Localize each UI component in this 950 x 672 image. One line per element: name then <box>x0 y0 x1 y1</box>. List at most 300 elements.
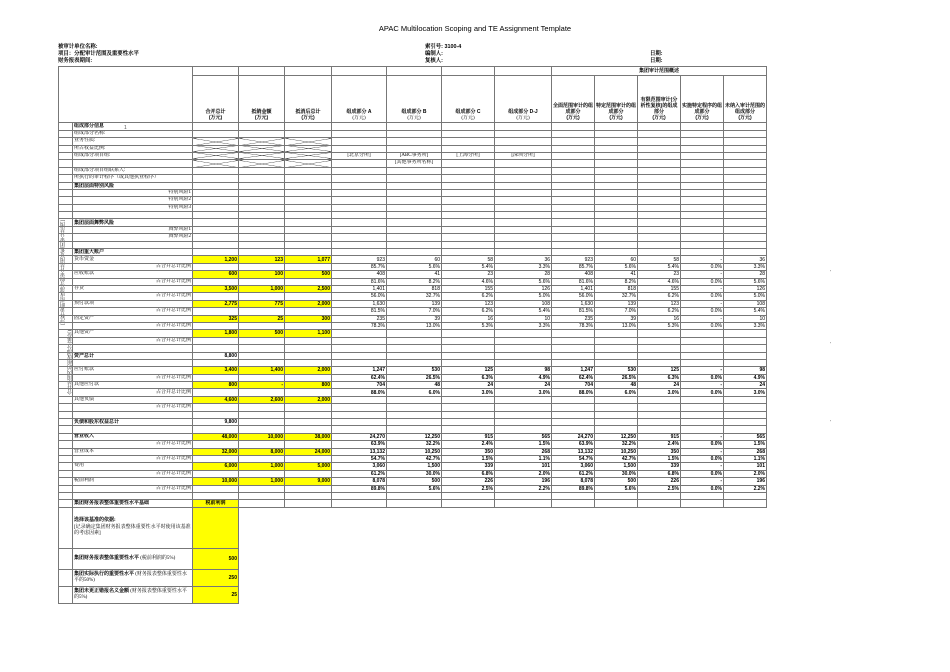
empty-cell <box>239 197 285 204</box>
ratio-cell: 6.3% <box>638 374 681 381</box>
empty-cell <box>239 426 285 433</box>
empty-cell <box>387 411 442 418</box>
ratio-cell: 1.5% <box>724 441 767 448</box>
value-cell: 39 <box>387 315 442 322</box>
empty-cell <box>724 182 767 189</box>
empty-cell <box>239 419 285 426</box>
value-cell: 196 <box>495 478 552 485</box>
column-unit: (万元) <box>516 115 530 121</box>
spacer-row <box>59 492 767 499</box>
empty-cell <box>495 123 552 130</box>
empty-cell <box>595 345 638 352</box>
side-cell <box>59 300 73 307</box>
empty-cell <box>239 226 285 233</box>
empty-cell <box>495 352 552 359</box>
ratio-cell <box>193 308 239 315</box>
empty-cell <box>442 411 495 418</box>
blank-header <box>442 67 495 76</box>
empty-cell <box>442 396 495 403</box>
side-cell <box>59 352 73 359</box>
empty-cell <box>193 411 239 418</box>
empty-cell <box>595 352 638 359</box>
ratio-cell: 1.1% <box>495 455 552 462</box>
ratio-row <box>59 374 767 381</box>
section-row <box>59 182 767 189</box>
materiality-row <box>59 500 767 507</box>
side-cell <box>59 419 73 426</box>
ratio-cell <box>442 404 495 411</box>
value-cell: 8,000 <box>239 448 285 455</box>
value-cell: 1,100 <box>285 330 332 337</box>
section-row <box>59 249 767 256</box>
value-cell: - <box>239 382 285 389</box>
ratio-cell: 5.4% <box>495 308 552 315</box>
asset-total-value: 8,800 <box>193 352 239 359</box>
crossed-cell <box>285 138 332 145</box>
value-cell: 16 <box>442 315 495 322</box>
spacer-row <box>59 345 767 352</box>
empty-cell <box>495 426 552 433</box>
empty-cell <box>442 419 495 426</box>
materiality-level-note: (财务报表整体重要性水平的50%) <box>74 571 187 583</box>
ratio-cell: 5.6% <box>495 278 552 285</box>
value-cell: 530 <box>595 367 638 374</box>
side-cell <box>59 478 73 485</box>
empty-cell <box>442 219 495 226</box>
empty-cell <box>387 130 442 137</box>
empty-cell <box>552 130 595 137</box>
value-cell: 704 <box>552 382 595 389</box>
ratio-cell: 4.6% <box>638 278 681 285</box>
empty-cell <box>387 249 442 256</box>
ratio-cell <box>495 404 552 411</box>
column-unit: (万元) <box>695 114 709 121</box>
empty-cell <box>387 219 442 226</box>
empty-cell <box>595 182 638 189</box>
empty-cell <box>442 130 495 137</box>
empty-cell <box>638 145 681 152</box>
materiality-basis-note: [记录确定集团财务报表整体重要性水平时使用该基准的考虑因素] <box>74 524 191 536</box>
materiality-level-row <box>59 569 767 586</box>
empty-cell <box>387 167 442 174</box>
column-unit: (万元) <box>609 114 623 121</box>
empty-cell <box>442 492 495 499</box>
value-cell: 123 <box>239 256 285 263</box>
ratio-cell: 1.1% <box>724 455 767 462</box>
section-major-accounts: 集团重大账户 <box>73 249 193 256</box>
value-cell: 12,250 <box>387 433 442 440</box>
empty-cell <box>495 345 552 352</box>
special-risk-label: 特别风险1 <box>73 189 193 196</box>
empty-cell <box>193 426 239 433</box>
ratio-cell <box>239 308 285 315</box>
account-row <box>59 300 767 307</box>
empty-cell <box>638 130 681 137</box>
empty-cell <box>442 241 495 248</box>
ratio-cell <box>285 293 332 300</box>
empty-cell <box>193 123 239 130</box>
value-cell: 13,132 <box>332 448 387 455</box>
ratio-cell: 81.6% <box>332 278 387 285</box>
value-cell: 1,400 <box>239 367 285 374</box>
empty-cell <box>595 167 638 174</box>
value-cell: 139 <box>387 300 442 307</box>
empty-cell <box>552 396 595 403</box>
empty-cell <box>332 182 387 189</box>
column-title: 组成部分 C <box>455 108 481 115</box>
empty-cell <box>387 492 442 499</box>
branch-a: [北京分所] <box>332 152 387 159</box>
value-cell: 3,060 <box>332 463 387 470</box>
side-cell <box>59 337 73 344</box>
stray-mark: 1 <box>124 125 127 131</box>
ratio-cell: 2.2% <box>495 485 552 492</box>
ratio-cell: 3.3% <box>724 322 767 329</box>
crossed-cell <box>193 167 239 174</box>
empty-cell <box>638 226 681 233</box>
column-title: 合并总计 <box>205 108 226 115</box>
empty-cell <box>595 241 638 248</box>
value-cell: 39 <box>595 315 638 322</box>
spacer <box>73 411 193 418</box>
value-cell: 1,401 <box>332 285 387 292</box>
empty-cell <box>638 138 681 145</box>
meta-index: 索引号: 3100-4 <box>425 44 462 50</box>
value-cell: 10,250 <box>387 448 442 455</box>
ratio-cell: 0.0% <box>681 263 724 270</box>
ratio-cell: 30.0% <box>595 470 638 477</box>
side-cell <box>59 219 73 226</box>
empty-cell <box>724 123 767 130</box>
empty-cell <box>638 212 681 219</box>
empty-cell <box>552 167 595 174</box>
side-cell <box>59 263 73 270</box>
materiality-header: 集团财务报表整体重要性水平基础 <box>73 500 193 507</box>
value-cell: 126 <box>724 285 767 292</box>
empty-cell <box>332 359 387 366</box>
account-name: 预付款项 <box>73 300 193 307</box>
empty-cell <box>442 426 495 433</box>
ratio-cell: 0.0% <box>681 322 724 329</box>
ratio-cell <box>638 337 681 344</box>
empty-cell <box>442 182 495 189</box>
value-cell: 1,630 <box>552 300 595 307</box>
empty-cell <box>552 197 595 204</box>
side-cell <box>59 293 73 300</box>
risk-row <box>59 197 767 204</box>
value-cell: 923 <box>552 256 595 263</box>
info-row <box>59 130 767 137</box>
value-cell: 10,250 <box>595 448 638 455</box>
materiality-value: 250 <box>193 569 239 586</box>
empty-cell <box>681 249 724 256</box>
info-label: 组成部分名称: <box>73 130 193 137</box>
empty-cell <box>495 145 552 152</box>
ratio-cell: 0.0% <box>681 293 724 300</box>
ratio-cell: 8.2% <box>595 278 638 285</box>
ratio-row <box>59 404 767 411</box>
ratio-cell: 89.8% <box>552 485 595 492</box>
account-row <box>59 330 767 337</box>
ratio-label: 占合并总计比例 <box>73 404 193 411</box>
account-row <box>59 315 767 322</box>
value-cell: 101 <box>724 463 767 470</box>
empty-cell <box>681 426 724 433</box>
empty-cell <box>285 234 332 241</box>
ratio-cell: 61.2% <box>332 470 387 477</box>
empty-cell <box>442 145 495 152</box>
side-cell <box>59 234 73 241</box>
value-cell: 41 <box>595 271 638 278</box>
side-cell <box>59 359 73 366</box>
side-cell <box>59 389 73 396</box>
meta-reviewer: 复核人: <box>425 58 443 64</box>
value-cell: 36 <box>495 256 552 263</box>
ratio-cell <box>442 337 495 344</box>
value-cell: 60 <box>387 256 442 263</box>
ratio-label: 占合并总计比例 <box>73 308 193 315</box>
ratio-cell: 81.5% <box>552 308 595 315</box>
empty-cell <box>638 175 681 182</box>
empty-cell <box>332 189 387 196</box>
value-cell: 339 <box>442 463 495 470</box>
account-name: 存货 <box>73 285 193 292</box>
spacer-row <box>59 359 767 366</box>
column-header <box>724 76 767 123</box>
crossed-cell <box>285 160 332 167</box>
ratio-cell: 6.8% <box>442 470 495 477</box>
column-header <box>595 76 638 123</box>
empty-cell <box>193 234 239 241</box>
empty-cell <box>724 411 767 418</box>
empty-cell <box>495 167 552 174</box>
ratio-cell: 32.7% <box>595 293 638 300</box>
value-cell: 1,200 <box>193 256 239 263</box>
side-cell <box>59 212 73 219</box>
account-row <box>59 478 767 485</box>
crossed-cell <box>193 152 239 159</box>
value-cell: 8,078 <box>552 478 595 485</box>
crossed-cell <box>193 130 239 137</box>
ratio-cell <box>285 404 332 411</box>
empty-cell <box>332 212 387 219</box>
empty-cell <box>387 426 442 433</box>
value-cell: 704 <box>332 382 387 389</box>
empty-cell <box>552 175 595 182</box>
materiality-basis <box>73 507 193 548</box>
value-cell: 818 <box>595 285 638 292</box>
materiality-level-row <box>59 586 767 603</box>
ratio-cell: 32.2% <box>387 441 442 448</box>
column-title: 组成部分 A <box>346 108 372 115</box>
info-label: 组成部分项目组: <box>73 152 193 159</box>
ratio-cell: 89.8% <box>332 485 387 492</box>
value-cell: 500 <box>595 478 638 485</box>
blank-header <box>387 67 442 76</box>
ratio-cell: 1.5% <box>442 455 495 462</box>
empty-cell <box>239 234 285 241</box>
empty-cell <box>595 330 638 337</box>
ratio-cell: 13.0% <box>595 322 638 329</box>
empty-cell <box>681 160 724 167</box>
empty-cell <box>387 145 442 152</box>
empty-cell <box>552 138 595 145</box>
account-name: 应收账款 <box>73 271 193 278</box>
empty-cell <box>638 152 681 159</box>
empty-cell <box>681 492 724 499</box>
ratio-cell: 5.3% <box>442 322 495 329</box>
empty-cell <box>495 359 552 366</box>
empty-cell <box>442 204 495 211</box>
spacer <box>73 426 193 433</box>
scoping-table <box>58 66 767 604</box>
empty-cell <box>681 152 724 159</box>
ratio-cell: 5.4% <box>442 263 495 270</box>
ratio-cell: 5.6% <box>387 263 442 270</box>
empty-cell <box>724 500 767 507</box>
ratio-cell: 88.0% <box>552 389 595 396</box>
value-cell: 1,077 <box>285 256 332 263</box>
empty-cell <box>332 500 387 507</box>
value-cell: 98 <box>495 367 552 374</box>
value-cell: 565 <box>495 433 552 440</box>
empty-cell <box>332 160 387 167</box>
value-cell: 500 <box>239 330 285 337</box>
stray-mark: ' <box>830 270 831 276</box>
empty-cell <box>193 492 239 499</box>
empty-cell <box>552 241 595 248</box>
meta-date-2: 日期: <box>650 58 663 64</box>
column-unit: (万元) <box>407 115 421 121</box>
ratio-label: 占合并总计比例 <box>73 485 193 492</box>
ratio-cell <box>285 441 332 448</box>
value-cell: 226 <box>638 478 681 485</box>
empty-cell <box>285 249 332 256</box>
value-cell: 915 <box>442 433 495 440</box>
account-name: 营业成本 <box>73 448 193 455</box>
empty-cell <box>595 426 638 433</box>
ratio-label: 占合并总计比例 <box>73 278 193 285</box>
materiality-level <box>73 548 193 569</box>
empty-cell <box>724 241 767 248</box>
blank-header <box>193 67 239 76</box>
ratio-cell: 3.3% <box>495 322 552 329</box>
side-cell <box>59 160 73 167</box>
meta-preparer: 编制人: <box>425 51 443 57</box>
risk-row <box>59 204 767 211</box>
ratio-cell <box>285 389 332 396</box>
ratio-cell <box>239 278 285 285</box>
ratio-cell: 42.7% <box>595 455 638 462</box>
crossed-cell <box>239 160 285 167</box>
side-cell <box>59 189 73 196</box>
empty-cell <box>595 189 638 196</box>
empty-cell <box>285 345 332 352</box>
ratio-label: 占合并总计比例 <box>73 441 193 448</box>
side-cell <box>59 167 73 174</box>
asset-total-label: 资产总计 <box>73 352 193 359</box>
side-cell <box>59 367 73 374</box>
empty-cell <box>387 123 442 130</box>
side-cell <box>59 197 73 204</box>
empty-cell <box>495 241 552 248</box>
value-cell: 1,500 <box>595 463 638 470</box>
empty-cell <box>239 345 285 352</box>
empty-cell <box>681 145 724 152</box>
empty-cell <box>724 219 767 226</box>
side-cell <box>59 463 73 470</box>
empty-cell <box>239 182 285 189</box>
empty-cell <box>239 204 285 211</box>
value-cell: 38,000 <box>285 433 332 440</box>
account-row <box>59 285 767 292</box>
value-cell: - <box>681 463 724 470</box>
ratio-cell <box>239 322 285 329</box>
ratio-cell: 26.5% <box>387 374 442 381</box>
column-title: 未纳入审计范围的组成部分 <box>725 103 766 115</box>
ratio-cell: 63.9% <box>552 441 595 448</box>
section-row <box>59 123 767 130</box>
ratio-cell: 2.4% <box>638 441 681 448</box>
ratio-cell <box>239 337 285 344</box>
stray-mark: ' <box>830 420 831 426</box>
crossed-cell <box>239 167 285 174</box>
spacer-row <box>59 212 767 219</box>
empty-cell <box>495 175 552 182</box>
column-unit: (万元) <box>738 114 752 121</box>
ratio-cell <box>239 470 285 477</box>
side-cell <box>59 455 73 462</box>
branch-b: [ABC事务所] <box>387 152 442 159</box>
account-name: 费用 <box>73 463 193 470</box>
crossed-cell <box>239 130 285 137</box>
account-row <box>59 271 767 278</box>
empty-cell <box>681 330 724 337</box>
value-cell: - <box>681 256 724 263</box>
materiality-basis-value: 税前利润 <box>193 500 239 507</box>
ratio-cell <box>239 374 285 381</box>
side-cell <box>59 182 73 189</box>
empty-cell <box>724 138 767 145</box>
ratio-cell <box>193 441 239 448</box>
empty-cell <box>638 123 681 130</box>
empty-cell <box>552 152 595 159</box>
ratio-cell <box>285 485 332 492</box>
empty-cell <box>724 249 767 256</box>
value-cell: 2,000 <box>285 367 332 374</box>
ratio-cell: 2.4% <box>442 441 495 448</box>
empty-cell <box>638 160 681 167</box>
liab-total-value: 9,800 <box>193 419 239 426</box>
side-cell <box>59 241 73 248</box>
value-cell: - <box>681 448 724 455</box>
value-cell: 339 <box>638 463 681 470</box>
ratio-cell: 2.5% <box>442 485 495 492</box>
spacer-row <box>59 411 767 418</box>
empty-cell <box>285 411 332 418</box>
value-cell: 1,800 <box>193 330 239 337</box>
ratio-cell: 7.0% <box>387 308 442 315</box>
value-cell: - <box>681 300 724 307</box>
value-cell: 350 <box>638 448 681 455</box>
info-row <box>59 167 767 174</box>
empty-cell <box>638 330 681 337</box>
empty-cell <box>595 123 638 130</box>
empty-cell <box>638 234 681 241</box>
empty-cell <box>724 189 767 196</box>
group-scope-header: 集团审计范围概述 <box>552 67 767 76</box>
account-row <box>59 382 767 389</box>
